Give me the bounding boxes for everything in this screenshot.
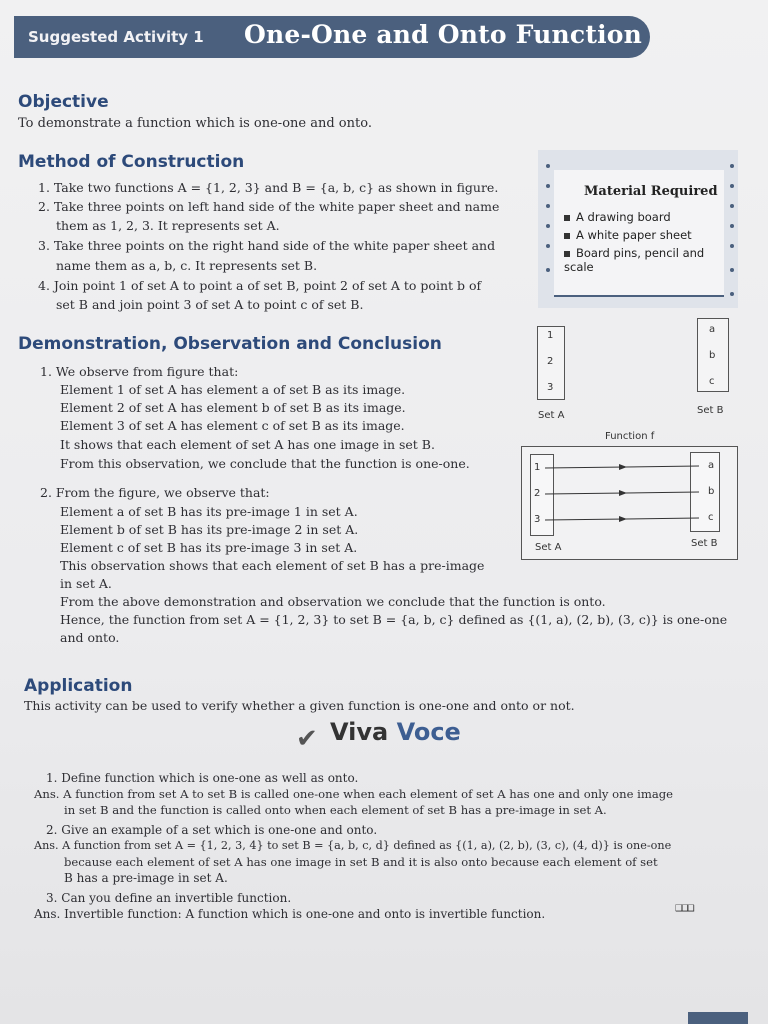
dot (546, 244, 550, 248)
objective-text: To demonstrate a function which is one-one and onto. (18, 116, 372, 131)
dot (546, 204, 550, 208)
viva-line: in set B and the function is called onto when each element of set B has a pre-image in set A. (64, 803, 607, 817)
material-item-label: Board pins, pencil and scale (564, 246, 705, 274)
method-line: 1. Take two functions A = {1, 2, 3} and B = {a, b, c} as shown in figure. (38, 180, 499, 195)
demo-line: 2. From the figure, we observe that: (40, 485, 270, 500)
method-line: 2. Take three points on left hand side of the white paper sheet and name (38, 199, 500, 214)
dot (546, 268, 550, 272)
end-mark: ❑❑❑ (675, 900, 693, 915)
dot (730, 292, 734, 296)
dot (546, 164, 550, 168)
set-b-element: a (709, 324, 716, 335)
viva-line: 2. Give an example of a set which is one-one and onto. (46, 823, 378, 837)
material-item-label: A drawing board (576, 210, 671, 224)
material-required-box (554, 170, 724, 297)
activity-title: One-One and Onto Function (244, 20, 643, 49)
dot (730, 204, 734, 208)
demo-line: in set A. (60, 576, 112, 591)
method-line: 3. Take three points on the right hand side of the white paper sheet and (38, 238, 496, 253)
demo-line: From this observation, we conclude that the function is one-one. (60, 456, 470, 471)
material-item (564, 228, 720, 242)
dot (546, 184, 550, 188)
dot (730, 224, 734, 228)
demo-line: 1. We observe from figure that: (40, 364, 239, 379)
dot (730, 268, 734, 272)
objective-heading: Objective (18, 92, 109, 112)
voce-word: Voce (396, 718, 461, 746)
viva-voce-title (330, 718, 461, 746)
viva-line: 1. Define function which is one-one as well as onto. (46, 771, 359, 785)
material-item-label: A white paper sheet (576, 228, 692, 242)
function-label: Function f (605, 431, 655, 442)
demo-line: Element c of set B has its pre-image 3 in set A. (60, 540, 358, 555)
application-text: This activity can be used to verify whether a given function is one-one and onto or not. (24, 698, 575, 713)
map-b-element: b (708, 486, 715, 497)
viva-line: Ans. A function from set A to set B is called one-one when each element of set A has one and only one image (34, 787, 674, 801)
page-number-tab (688, 1012, 748, 1024)
map-b-element: a (708, 460, 715, 471)
set-b-element: b (709, 350, 716, 361)
viva-word: Viva (330, 718, 389, 746)
viva-line: because each element of set A has one image in set B and it is also onto because each element of set (64, 855, 658, 869)
set-a-element: 1 (547, 330, 554, 341)
map-set-a-label: Set A (535, 542, 562, 553)
viva-line: Ans. Invertible function: A function which is one-one and onto is invertible function. (34, 907, 546, 921)
map-a-element: 1 (534, 462, 541, 473)
demo-line: Element 1 of set A has element a of set B as its image. (60, 382, 406, 397)
set-a-element: 3 (547, 382, 554, 393)
dot (730, 184, 734, 188)
map-a-element: 3 (534, 514, 541, 525)
demo-line: From the above demonstration and observation we conclude that the function is onto. (60, 594, 606, 609)
material-title: Material Required (584, 184, 718, 199)
demo-line: Element 3 of set A has element c of set B as its image. (60, 418, 405, 433)
material-item (564, 210, 720, 224)
method-heading: Method of Construction (18, 152, 245, 172)
demo-line: Hence, the function from set A = {1, 2, 3} to set B = {a, b, c} defined as {(1, a), (2, b), (3, c)} is one-one (60, 612, 728, 627)
dot (730, 244, 734, 248)
dot (546, 224, 550, 228)
application-heading: Application (24, 676, 133, 696)
demo-line: Element a of set B has its pre-image 1 in set A. (60, 504, 358, 519)
demo-line: This observation shows that each element of set B has a pre-image (60, 558, 485, 573)
demonstration-heading: Demonstration, Observation and Conclusion (18, 334, 442, 354)
demo-line: It shows that each element of set A has one image in set B. (60, 437, 435, 452)
activity-number: Suggested Activity 1 (28, 28, 204, 46)
set-b-label: Set B (697, 405, 724, 416)
activity-banner (14, 16, 650, 58)
dot (730, 164, 734, 168)
method-line: them as 1, 2, 3. It represents set A. (56, 218, 280, 233)
method-line: set B and join point 3 of set A to point c of set B. (56, 297, 364, 312)
method-line: 4. Join point 1 of set A to point a of set B, point 2 of set A to point b of (38, 278, 482, 293)
map-b-element: c (708, 512, 714, 523)
viva-line: B has a pre-image in set A. (64, 871, 228, 885)
material-item (564, 246, 720, 274)
map-set-b-label: Set B (691, 538, 718, 549)
set-a-element: 2 (547, 356, 554, 367)
demo-line: Element 2 of set A has element b of set B as its image. (60, 400, 406, 415)
viva-line: 3. Can you define an invertible function. (46, 891, 292, 905)
viva-line: Ans. A function from set A = {1, 2, 3, 4} to set B = {a, b, c, d} defined as {(1, a), (2, b), (3, c), (4, d)} is one-one (34, 839, 672, 852)
demo-line: and onto. (60, 630, 120, 645)
set-b-element: c (709, 376, 715, 387)
method-line: name them as a, b, c. It represents set B. (56, 258, 318, 273)
map-a-element: 2 (534, 488, 541, 499)
demo-line: Element b of set B has its pre-image 2 in set A. (60, 522, 359, 537)
checkmark-icon: ✔ (296, 724, 318, 754)
set-a-label: Set A (538, 410, 565, 421)
